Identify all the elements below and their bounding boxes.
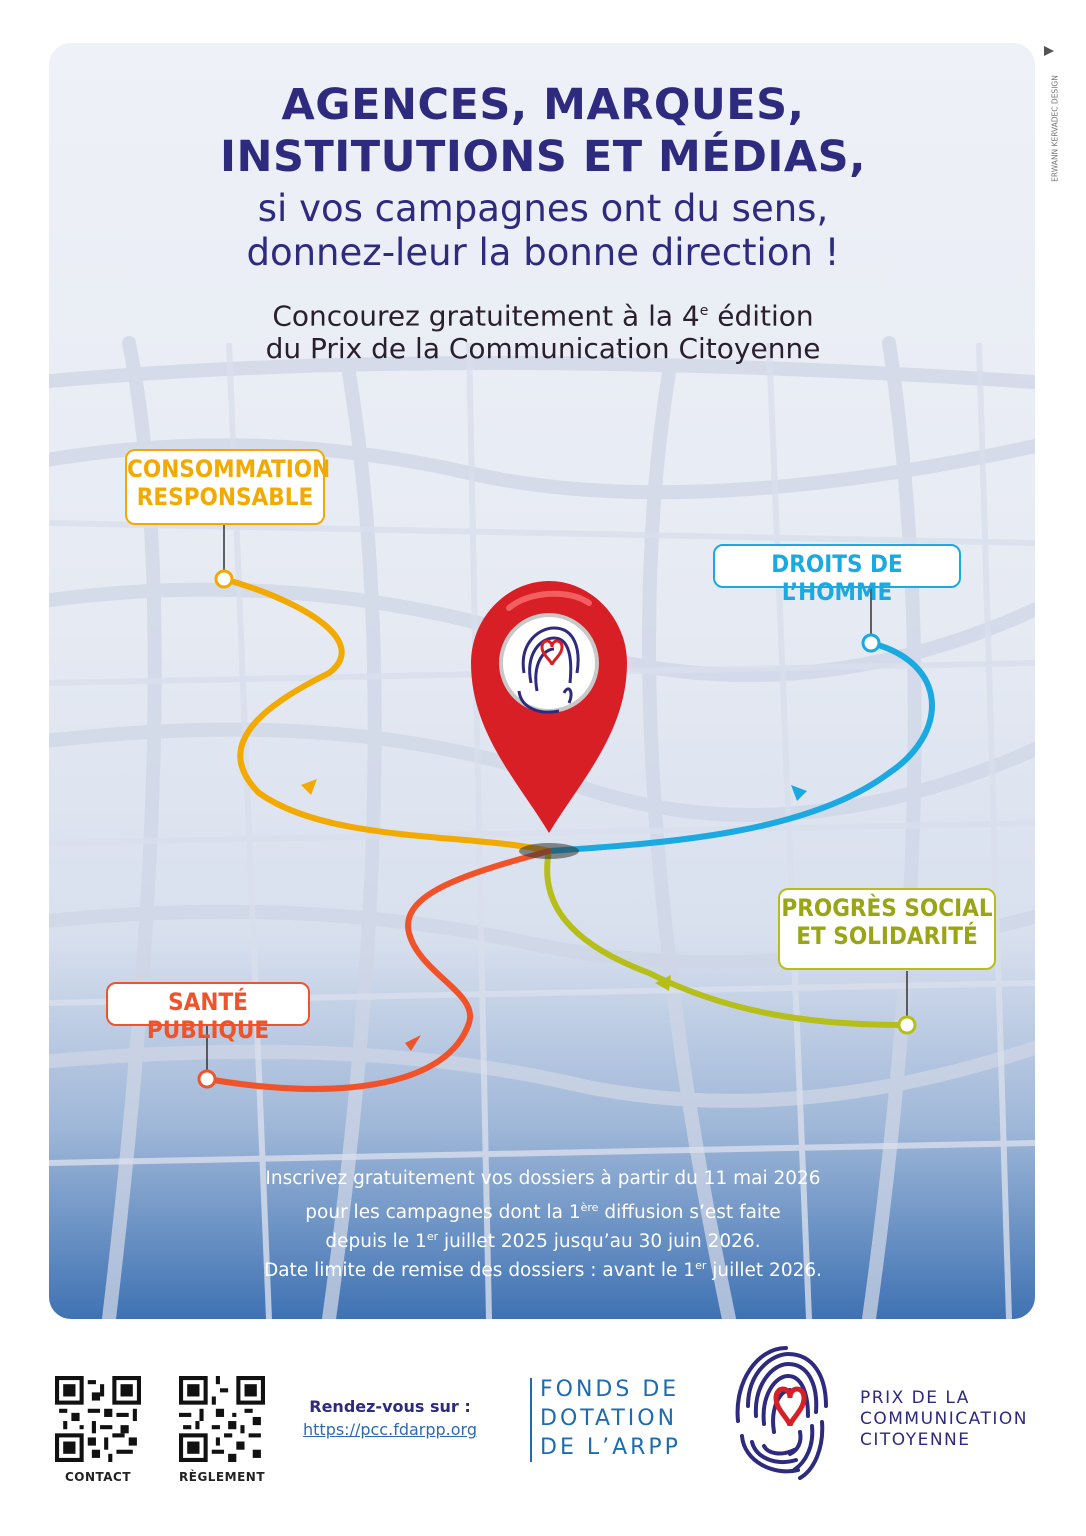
qr-code-contact[interactable] <box>55 1376 141 1462</box>
qr-reglement-label: RÈGLEMENT <box>179 1470 265 1484</box>
tag-consommation-line-1: CONSOMMATION <box>127 455 331 483</box>
qr-contact-label: CONTACT <box>64 1470 132 1484</box>
rendezvous-label: Rendez-vous sur : <box>309 1397 471 1416</box>
prix-line-1: PRIX DE LA <box>860 1388 970 1408</box>
designer-credit <box>1040 46 1068 196</box>
website-link[interactable]: https://pcc.fdarpp.org <box>303 1420 477 1439</box>
tag-progres-social <box>778 888 996 970</box>
tag-consommation-line-2: RESPONSABLE <box>136 483 314 511</box>
info-line-3: depuis le 1er juillet 2025 jusqu’au 30 juin 2026. <box>325 1230 761 1253</box>
fonds-line-3: DE L’ARPP <box>540 1435 681 1460</box>
headline-line-2: INSTITUTIONS ET MÉDIAS, <box>220 132 866 182</box>
tag-progres-line-1: PROGRÈS SOCIAL <box>781 894 993 922</box>
prix-line-2: COMMUNICATION <box>860 1409 1028 1429</box>
prix-line-3: CITOYENNE <box>860 1430 971 1450</box>
subtitle-line-1: Concourez gratuitement à la 4e édition <box>272 299 814 333</box>
headline-line-1: AGENCES, MARQUES, <box>281 80 805 130</box>
tag-consommation-responsable <box>125 449 331 525</box>
fingerprint-heart-logo-icon <box>728 1346 832 1480</box>
credit-text: ERWANN KERVADEC DESIGN <box>1050 75 1060 182</box>
subtitle-line-2: du Prix de la Communication Citoyenne <box>265 332 821 365</box>
tag-sante-label: SANTÉ PUBLIQUE <box>146 988 270 1044</box>
fonds-line-2: DOTATION <box>540 1406 678 1431</box>
tag-sante-publique <box>106 982 310 1044</box>
tag-droits-de-lhomme <box>713 544 961 606</box>
info-line-2: pour les campagnes dont la 1ère diffusion s’est faite <box>305 1201 781 1224</box>
headline-line-3: si vos campagnes ont du sens, <box>257 187 829 230</box>
headline-line-4: donnez-leur la bonne direction ! <box>246 231 840 274</box>
tag-progres-line-2: ET SOLIDARITÉ <box>796 922 978 950</box>
qr-code-reglement[interactable] <box>179 1376 265 1462</box>
fonds-line-1: FONDS DE <box>540 1377 680 1402</box>
tag-droits-label: DROITS DE L’HOMME <box>771 550 903 606</box>
info-line-1: Inscrivez gratuitement vos dossiers à partir du 11 mai 2026 <box>265 1168 821 1189</box>
info-line-4: Date limite de remise des dossiers : avant le 1er juillet 2026. <box>263 1259 823 1282</box>
fonds-logo-bar <box>530 1378 532 1462</box>
